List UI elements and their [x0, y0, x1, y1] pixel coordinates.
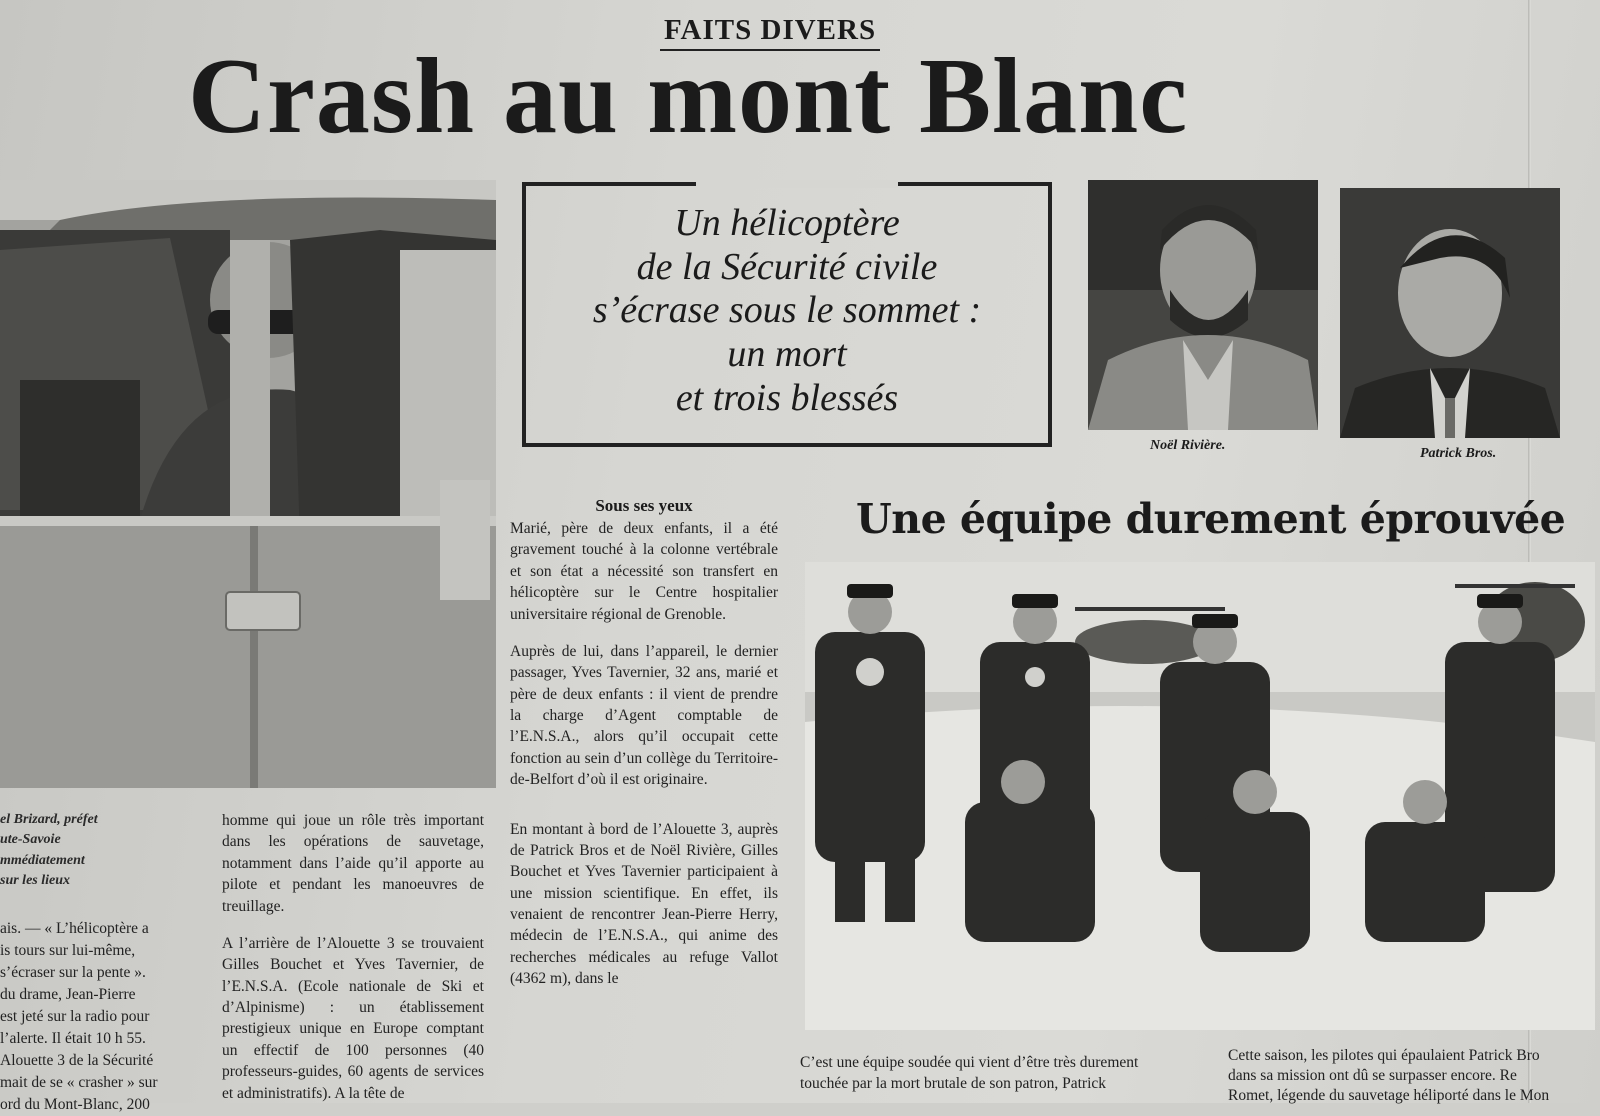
kicker-text: [526, 202, 1048, 420]
paragraph: homme qui joue un rôle très important dans les opérations de sauvetage, notamment dans l’aide qu’il apporte au pilote et pendant les manoeuvres de treuillage.: [222, 812, 484, 915]
caption-line: sur les lieux: [0, 872, 71, 888]
paragraph: A l’arrière de l’Alouette 3 se trouvaient Gilles Bouchet et Yves Tavernier, de l’E.N.S.A. (Ecole nationale de Ski et d’Alpinisme) : un établissement prestigieux unique en Europe comptant un effectif de 100 personnes (40 professeurs-guides, 60 agents de services et administratifs). A la tête de: [222, 934, 484, 1102]
paragraph: Marié, père de deux enfants, il a été gravement touché à la colonne vertébrale et son état a nécessité son transfert en hélicoptère sur le Centre hospitalier universitaire régional de Grenoble.: [510, 520, 778, 623]
kicker-line: de la Sécurité civile: [636, 245, 938, 288]
text-line: mait de se « crasher » sur: [0, 1074, 158, 1091]
section-title: Une équipe durement éprouvée: [856, 495, 1566, 543]
text-line: est jeté sur la radio pour: [0, 1008, 150, 1025]
paragraph: En montant à bord de l’Alouette 3, auprès de Patrick Bros et de Noël Rivière, Gilles Bouchet et Yves Tavernier participaient à une mission scientifique. En effet, ils venaient de rencontrer Jean-Pierre Herry, médecin de l’E.N.S.A., qui anime des recherches médicales au refuge Vallot (4362 m), dans le: [510, 820, 778, 988]
bottom-text-col2: [1228, 1046, 1600, 1106]
text-line: l’alerte. Il était 10 h 55.: [0, 1030, 146, 1047]
portrait-caption-noel: Noël Rivière.: [1150, 438, 1226, 453]
left-column: [0, 918, 210, 1116]
section-rubric: FAITS DIVERS: [660, 14, 880, 51]
kicker-line: s’écrase sous le sommet :: [592, 289, 982, 332]
text-line: dans sa mission ont dû se surpasser encore. Re: [1228, 1067, 1517, 1085]
text-line: is tours sur lui-même,: [0, 942, 136, 959]
text-line: s’écraser sur la pente ».: [0, 964, 146, 981]
photo-caption: [0, 810, 200, 891]
text-line: C’est une équipe soudée qui vient d’être très durement: [800, 1054, 1139, 1071]
caption-line: mmédiatement: [0, 852, 85, 868]
text-line: Alouette 3 de la Sécurité: [0, 1052, 154, 1069]
team-photo: [805, 562, 1595, 1030]
kicker-box: [522, 182, 1052, 447]
text-line: Cette saison, les pilotes qui épaulaient Patrick Bro: [1228, 1047, 1540, 1064]
kicker-line: un mort: [727, 333, 847, 376]
paragraph: Auprès de lui, dans l’appareil, le dernier passager, Yves Tavernier, 32 ans, marié et père de deux enfants : il vient de prendre la charge d’Agent comptable de l’E.N.S.A., alors qu’il occupait cette fonction au sein d’un collège du Territoire-de-Belfort d’où il est originaire.: [510, 642, 778, 789]
column-subhead: Sous ses yeux: [595, 496, 693, 515]
kicker-line: Un hélicoptère: [674, 202, 900, 244]
portrait-noel-riviere: [1088, 180, 1318, 430]
headline: Crash au mont Blanc: [188, 37, 1189, 156]
portrait-patrick-bros: [1340, 188, 1560, 438]
text-line: touchée par la mort brutale de son patron, Patrick: [800, 1075, 1107, 1093]
right-column: [510, 496, 778, 1103]
middle-column: [222, 810, 484, 1103]
caption-line: ute-Savoie: [0, 832, 61, 848]
car-photo: [0, 180, 496, 788]
portrait-caption-patrick: Patrick Bros.: [1420, 446, 1497, 461]
text-line: ais. — « L’hélicoptère a: [0, 920, 149, 937]
column-body: [510, 518, 778, 990]
box-gap: [696, 180, 898, 188]
text-line: du drame, Jean-Pierre: [0, 986, 136, 1003]
text-line: ord du Mont-Blanc, 200: [0, 1096, 150, 1113]
caption-line: el Brizard, préfet: [0, 812, 98, 827]
kicker-line: et trois blessés: [675, 376, 899, 419]
text-line: Romet, légende du sauvetage héliporté dans le Mon: [1228, 1087, 1550, 1105]
bottom-text-col1: [800, 1052, 1215, 1095]
